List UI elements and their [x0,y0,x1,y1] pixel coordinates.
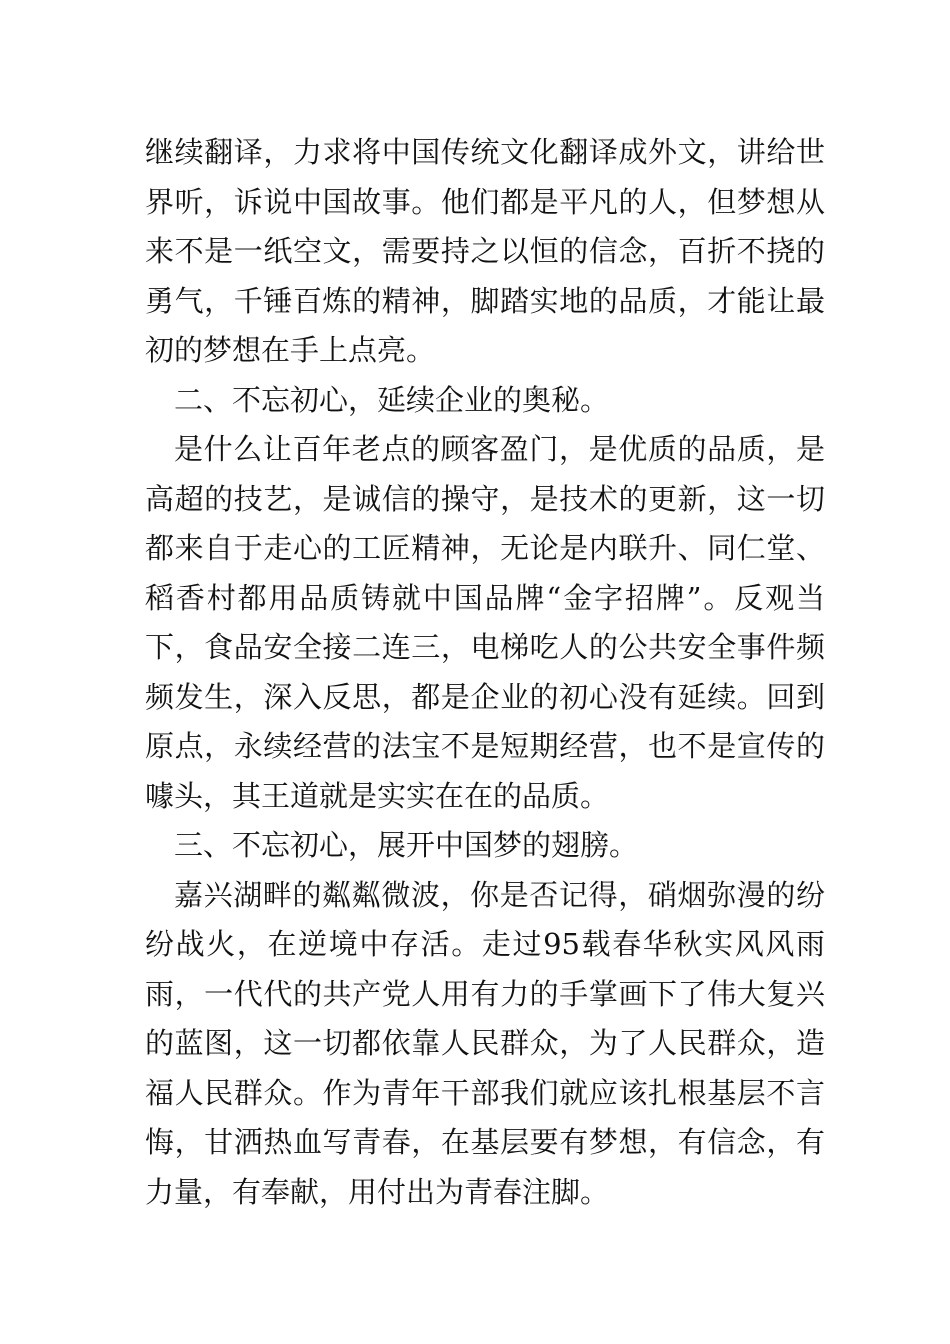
paragraph-continuation: 继续翻译，力求将中国传统文化翻译成外文，讲给世界听，诉说中国故事。他们都是平凡的人，但梦想从来不是一纸空文，需要持之以恒的信念，百折不挠的勇气，千锤百炼的精神，脚踏实地的品质，才能让最初的梦想在手上点亮。 [145,135,825,367]
section-heading-3: 三、不忘初心，展开中国梦的翅膀。 [174,828,639,862]
paragraph-section-3: 嘉兴湖畔的粼粼微波，你是否记得，硝烟弥漫的纷纷战火，在逆境中存活。走过95载春华秋实风风雨雨，一代代的共产党人用有力的手掌画下了伟大复兴的蓝图，这一切都依靠人民群众，为了人民群众，造福人民群众。作为青年干部我们就应该扎根基层不言悔，甘洒热血写青春，在基层要有梦想，有信念，有力量，有奉献，用付出为青春注脚。 [145,877,825,1209]
section-heading-2: 二、不忘初心，延续企业的奥秘。 [174,382,610,417]
document-body [145,128,825,1217]
paragraph-section-2: 是什么让百年老点的顾客盈门，是优质的品质，是高超的技艺，是诚信的操守，是技术的更新，这一切都来自于走心的工匠精神，无论是内联升、同仁堂、稻香村都用品质铸就中国品牌“金字招牌”。反观当下，食品安全接二连三，电梯吃人的公共安全事件频频发生，深入反思，都是企业的初心没有延续。回到原点，永续经营的法宝不是短期经营，也不是宣传的噱头，其王道就是实实在在的品质。 [145,432,825,813]
